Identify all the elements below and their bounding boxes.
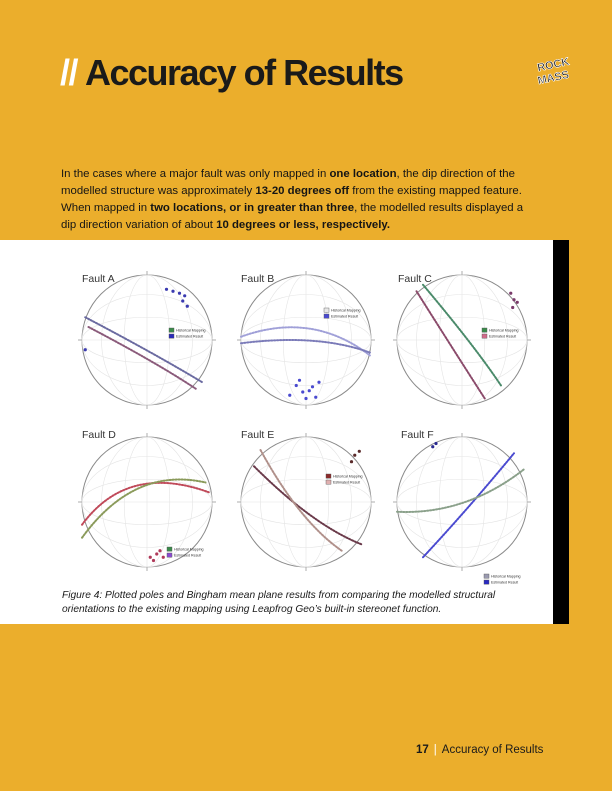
legend-label: Estimated Result: [489, 334, 517, 339]
pole-point: [183, 294, 186, 297]
intro-paragraph: In the cases where a major fault was only mapped in one location, the dip direction of the modelled structure was approximately 13-20 degrees off from the existing mapped feature. When mapped in two locations, or in greater than three, the modelled results displayed a dip direction variation of about 10 degrees or less, respectively.: [61, 168, 524, 231]
legend-swatch: [326, 480, 331, 484]
figure-panel: [0, 240, 553, 624]
pole-point: [165, 288, 168, 291]
pole-point: [84, 348, 87, 351]
pole-point: [431, 445, 434, 448]
page-title: [60, 52, 403, 94]
pole-point: [512, 298, 515, 301]
pole-point: [295, 384, 298, 387]
title-text: Accuracy of Results: [85, 52, 403, 93]
legend-swatch: [324, 308, 329, 312]
fault-label: Fault E: [241, 429, 275, 441]
pole-point: [434, 442, 437, 445]
stereonet-6: [393, 429, 531, 585]
legend-swatch: [169, 328, 174, 332]
pole-point: [353, 454, 356, 457]
pole-point: [152, 559, 155, 562]
legend-label: Historical Mapping: [333, 474, 363, 479]
legend-swatch: [169, 334, 174, 338]
legend-swatch: [482, 334, 487, 338]
legend-swatch: [167, 553, 172, 557]
legend: [484, 574, 521, 585]
pole-point: [511, 306, 514, 309]
pole-point: [516, 301, 519, 304]
legend-swatch: [484, 580, 489, 584]
logo-text-mass: MASS: [536, 68, 571, 88]
legend-swatch: [326, 474, 331, 478]
legend-swatch: [167, 547, 172, 551]
page-number: 17: [416, 744, 429, 756]
legend-label: Estimated Result: [331, 314, 359, 319]
legend-swatch: [484, 574, 489, 578]
pole-point: [301, 390, 304, 393]
stereonet-1: [78, 271, 216, 409]
title-slashes: //: [60, 52, 78, 93]
pole-point: [186, 305, 189, 308]
pole-point: [178, 292, 181, 295]
pole-point: [311, 385, 314, 388]
pole-point: [358, 450, 361, 453]
legend-swatch: [482, 328, 487, 332]
pole-point: [509, 292, 512, 295]
legend-label: Estimated Result: [174, 553, 202, 558]
pole-point: [171, 290, 174, 293]
pole-point: [181, 299, 184, 302]
pole-point: [158, 549, 161, 552]
fault-label: Fault C: [398, 273, 432, 285]
legend-label: Estimated Result: [333, 480, 361, 485]
footer-section: Accuracy of Results: [441, 744, 544, 756]
legend-label: Estimated Result: [176, 334, 204, 339]
legend-label: Historical Mapping: [331, 308, 361, 313]
legend-label: Historical Mapping: [491, 574, 521, 579]
legend-label: Historical Mapping: [489, 328, 519, 333]
logo-text-rock: ROCK: [536, 55, 571, 75]
stereonet-3: [393, 271, 531, 409]
footer-separator: |: [433, 744, 437, 756]
fault-label: Fault A: [82, 273, 115, 285]
stereonet-figure: [0, 240, 553, 585]
pole-point: [317, 381, 320, 384]
pole-point: [162, 556, 165, 559]
pole-point: [314, 396, 317, 399]
figure-side-bar: [553, 240, 569, 624]
figure-caption: Figure 4: Plotted poles and Bingham mean plane results from comparing the modelled structural orientations to the existing mapping using Leapfrog Geo’s built-in stereonet function.: [62, 590, 496, 615]
stereonet-4: [78, 429, 216, 571]
legend-label: Historical Mapping: [174, 547, 204, 552]
stereonet-2: [237, 271, 375, 409]
pole-point: [350, 460, 353, 463]
legend-label: Estimated Result: [491, 580, 519, 585]
fault-label: Fault F: [401, 429, 434, 441]
pole-point: [149, 556, 152, 559]
fault-label: Fault D: [82, 429, 116, 441]
pole-point: [298, 379, 301, 382]
pole-point: [155, 552, 158, 555]
page-footer: [416, 744, 543, 756]
pole-point: [308, 389, 311, 392]
fault-label: Fault B: [241, 273, 275, 285]
stereonet-5: [237, 429, 375, 571]
pole-point: [288, 394, 291, 397]
legend-swatch: [324, 314, 329, 318]
legend-label: Historical Mapping: [176, 328, 206, 333]
rockmass-logo: [535, 54, 573, 88]
pole-point: [304, 397, 307, 400]
